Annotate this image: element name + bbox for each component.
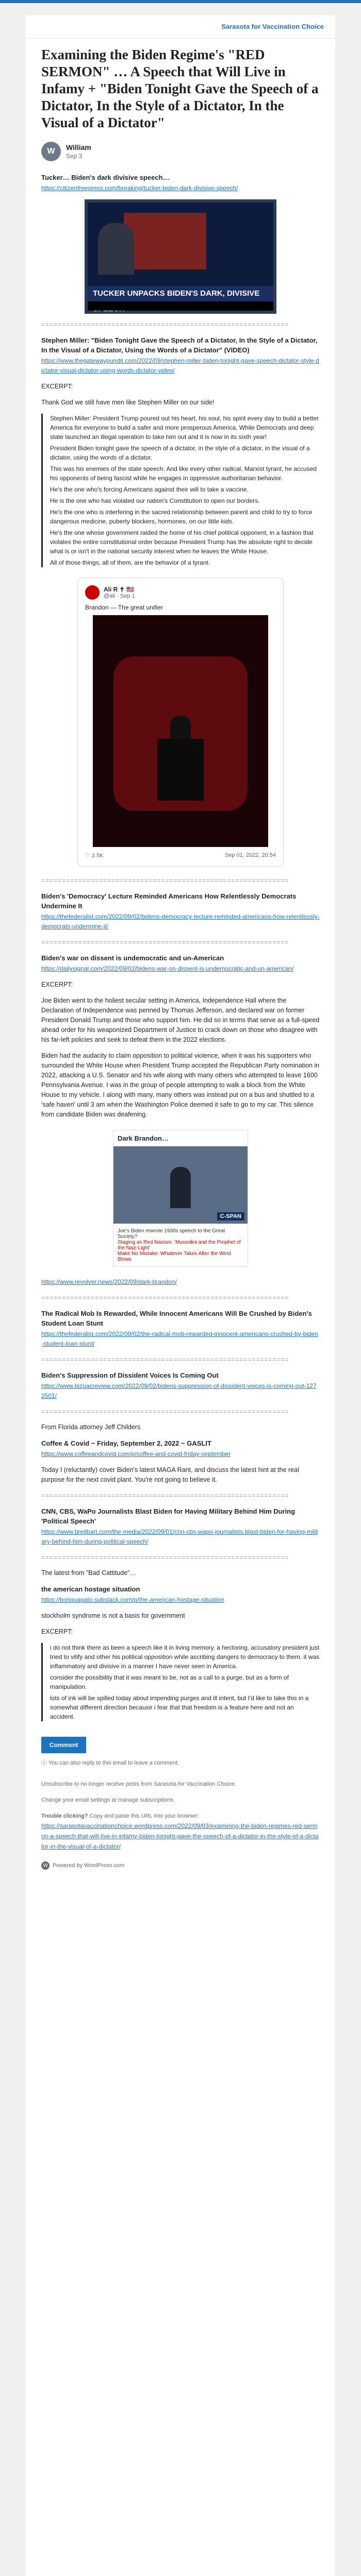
hostage-link[interactable]: https://boriquagato.substack.com/p/the-american-hostage-situation xyxy=(41,1596,224,1603)
tweet-handle: @ali · Sep 1 xyxy=(104,593,135,599)
unamerican-link[interactable]: https://dailysignal.com/2022/09/02/bidens-war-on-dissent-is-undemocratic-and-un-american/ xyxy=(41,965,294,972)
trouble-text xyxy=(41,1811,320,1852)
lower-third: TUCKER UNPACKS BIDEN'S DARK, DIVISIVE xyxy=(88,286,273,301)
host-image xyxy=(98,223,134,275)
dark-brandon-card[interactable] xyxy=(113,1130,248,1267)
tweet-text: Brandon — The great unifier xyxy=(85,604,163,611)
separator: ============================================================ xyxy=(41,1294,289,1301)
tweet-likes[interactable]: ♡ 2.5K xyxy=(85,853,104,859)
unsubscribe-text[interactable]: Unsubscribe to no longer receive posts from Sarasota for Vaccination Choice. xyxy=(41,1781,236,1787)
quote-line: He's the one whose government raided the home of his chief political opponent, in a fashion that violates the entire constitutional order because President Trump has the absolute right to decide what is or isn't in the national security interest when he leaves the White House. xyxy=(50,529,314,555)
quote-line: consider the possibility that it was meant to be, not as a call to a purge, but as a form of manipulation. xyxy=(50,1674,289,1690)
info-icon: ⓘ xyxy=(41,1760,48,1766)
miller-excerpt-label: EXCERPT: xyxy=(41,383,73,390)
trouble-instruction: Copy and paste this URL into your browser: xyxy=(89,1813,199,1819)
separator: ============================================================ xyxy=(41,1356,289,1363)
heart-icon: ♡ xyxy=(85,853,92,859)
speech-inset-image xyxy=(124,213,206,269)
unamerican-title: Biden's war on dissent is undemocratic and un-American xyxy=(41,954,224,962)
quote-line: lots of ink will be spilled today about impending purges and ill intent, but I'd like to take this in a somewhat different direction because i fear that that freedom is a feature here and not an accident. xyxy=(50,1694,309,1720)
florida-link[interactable]: https://www.coffeeandcovid.com/p/coffee-and-covid-friday-september xyxy=(41,1450,231,1458)
punished-title: The Radical Mob Is Rewarded, While Innocent Americans Will Be Crushed by Biden's Student Loan Stunt xyxy=(41,1310,312,1327)
author-name: William xyxy=(66,143,91,151)
tucker-video-thumbnail[interactable] xyxy=(85,199,276,314)
tweet-date: Sep 01, 2022, 20:54 xyxy=(224,852,276,858)
florida-label: From Florida attorney Jeff Childers xyxy=(41,1423,141,1431)
podium xyxy=(157,739,204,801)
florida-title: Coffee & Covid ~ Friday, September 2, 2022 ~ GASLIT xyxy=(41,1439,211,1447)
settings-text[interactable]: Change your email settings at manage subscriptions. xyxy=(41,1797,175,1803)
embedded-tweet[interactable] xyxy=(77,578,284,867)
caption-red-2: Make No Mistake: Whatever Takes After the Wind Blows xyxy=(118,1251,231,1262)
quote-line: This was his enemies of the state speech. And like every other radical, Marxist tyrant, he accused his opponents of being fascist while he engages in oppressive authoritarian behavior. xyxy=(50,465,317,482)
miller-intro: Thank God we still have men like Stephen Miller on our side! xyxy=(41,399,215,406)
hostage-excerpt-label: EXCERPT: xyxy=(41,1628,73,1635)
author-block xyxy=(41,142,320,161)
email-reply-note: ⓘ You can also reply to this email to leave a comment. xyxy=(41,1760,179,1766)
tucker-link[interactable]: https://citizenfreepress.com/breaking/tucker-biden-dark-divisive-speech/ xyxy=(41,184,238,192)
democracy-title: Biden's 'Democracy' Lecture Reminded Americans How Relentlessly Democrats Undermine It xyxy=(41,892,297,910)
quote-line: Stephen Miller: President Trump poured out his heart, his soul, his spirit every day to build a better America for everyone to build a safer and more prosperous America. While Democrats and deep state launched an illegal operation to take him out and it is now in its sixth year! xyxy=(50,415,319,440)
quote-line: He's the one who's forcing Americans against their will to take a vaccine. xyxy=(50,486,249,493)
separator: ============================================================ xyxy=(41,1408,289,1415)
cspan-logo: C-SPAN xyxy=(217,1212,244,1221)
dark-brandon-link[interactable]: https://www.revolver.news/2022/09/dark-brandon/ xyxy=(41,1278,177,1285)
tweet-footer xyxy=(85,852,276,859)
hostage-intro: The latest from "Bad Cattitude"… xyxy=(41,1569,136,1577)
tucker-title: Tucker… Biden's dark divisive speech… xyxy=(41,174,170,181)
miller-quote xyxy=(41,414,320,567)
democracy-link[interactable]: https://thefederalist.com/2022/09/02/bidens-democracy-lecture-reminded-americans-how-relentlessly-democrats-undermine-it/ xyxy=(41,913,320,930)
speaker-figure xyxy=(170,1167,191,1208)
news-ticker xyxy=(88,301,273,311)
hostage-tagline: stockholm syndrome is not a basis for government xyxy=(41,1612,185,1619)
trouble-label: Trouble clicking? xyxy=(41,1813,88,1819)
footer-box xyxy=(41,1780,320,1852)
tweet-avatar xyxy=(85,585,100,600)
site-name-link[interactable]: Sarasota for Vaccination Choice xyxy=(221,23,324,30)
post-title[interactable]: Examining the Biden Regime's "RED SERMON" … A Speech that Will Live in Infamy + "Biden Tonight Gave the Speech of a Dictator, In the Style of a Dictator, In the Visual of a Dictator" xyxy=(41,47,319,130)
separator: ============================================================ xyxy=(41,321,289,328)
hostage-title: the american hostage situation xyxy=(41,1585,140,1593)
punished-link[interactable]: https://thefederalist.com/2022/09/02/the-radical-mob-rewarded-innocent-americans-crushed-by-biden-student-loan-stunt/ xyxy=(41,1330,318,1347)
dark-brandon-title: Dark Brandon… xyxy=(118,1134,169,1142)
miller-title: Stephen Miller: "Biden Tonight Gave the Speech of a Dictator, In the Style of a Dictator, In the Visual of a Dictator, Using the Words of a Dictator" (VIDEO) xyxy=(41,336,318,354)
separator: ============================================================ xyxy=(41,939,289,946)
trouble-url[interactable]: https://sarasotavaccinationchoice.wordpress.com/2022/09/03/examining-the-biden-regimes-red-sermon-a-speech-that-will-live-in-infamy-biden-tonight-gave-the-speech-of-a-dictator-in-the-style-of-a-dictator-in-the-visual-of-a-dictator/ xyxy=(41,1822,319,1850)
unamerican-paragraph: Joe Biden went to the holiest secular setting in America, Independence Hall where the Declaration of Independence was penned by Thomas Jefferson, and declared war on former President Donald Trump and those who support him. He did so in terms that serve as a full-speed ahead order for his weaponized Department of Justice to crack down on those who disagree with his far-left policies and seek to defeat them in the 2022 elections. xyxy=(41,997,320,1043)
suppression-title: Biden's Suppression of Dissident Voices Is Coming Out xyxy=(41,1371,219,1379)
quote-line: All of those things, all of them, are the behavior of a tyrant. xyxy=(50,559,210,566)
caption-red-1: Staging as Red Nazism: 'Mussolini and the Prophet of the Nazi Light' xyxy=(118,1240,241,1251)
wordpress-icon: W xyxy=(41,1861,50,1870)
suppression-link[interactable]: https://www.bizpacreview.com/2022/09/02/bidens-suppression-of-dissident-voices-is-coming-out-1272501/ xyxy=(41,1382,317,1399)
miller-link[interactable]: https://www.thegatewaypundit.com/2022/09/stephen-miller-biden-tonight-gave-speech-dictator-style-dictator-visual-dictator-using-words-dictator-video/ xyxy=(41,357,319,374)
unamerican-excerpt-label: EXCERPT: xyxy=(41,981,73,988)
brand-bar xyxy=(26,15,335,39)
unamerican-paragraph: Biden had the audacity to claim opposition to political violence, when it was his supporters who surrounded the White House when President Trump accepted the Republican Party nomination in 2022, attacking a U.S. Senator and his wife along with many others who attempted to leave 1600 Pennsylvania Avenue. I was in the group of people attempting to walk a block from the White House to my vehicle. I along with many, many others was instead put on a bus and shuttled to a 'safe haven' until 3 am when the Washington Police deemed it safe to go to my car. This silence from candidate Biden was deafening. xyxy=(41,1052,320,1118)
powered-by-text: Powered by WordPress.com xyxy=(53,1862,125,1869)
tweet-photo[interactable] xyxy=(93,615,268,847)
dark-brandon-captions xyxy=(113,1224,248,1266)
comment-button[interactable]: Comment xyxy=(41,1737,86,1753)
separator: ============================================================ xyxy=(41,1492,289,1499)
quote-line: He's the one who is interfering in the sacred relationship between parent and child to try to force dangerous medicine, puberty blockers, hormones, on our little kids. xyxy=(50,509,313,525)
tweet-header xyxy=(85,585,276,600)
email-card xyxy=(26,15,335,2576)
tweet-author: Ali R ✝ 🇺🇸 xyxy=(104,586,134,593)
florida-body: Today I (reluctantly) cover Biden's latest MAGA Rant, and discuss the latest hint at the real purpose for the next covid plant. You're not going to believe it. xyxy=(41,1466,299,1483)
hostage-quote xyxy=(41,1643,320,1721)
cnn-title: CNN, CBS, WaPo Journalists Blast Biden for Having Military Behind Him During 'Political Speech' xyxy=(41,1507,296,1525)
separator: ============================================================ xyxy=(41,877,289,884)
quote-line: President Biden tonight gave the speech of a dictator, in the style of a dictator, in the visual of a dictator, using the words of a dictator. xyxy=(50,445,310,461)
post-date: Sep 3 xyxy=(66,152,83,160)
top-strip xyxy=(0,0,361,3)
powered-by[interactable] xyxy=(41,1861,320,1870)
quote-line: He is the one who has violated our nation's Constitution to open our borders. xyxy=(50,497,260,504)
avatar: W xyxy=(41,142,61,161)
caption-text: Joe's Biden rewrote 1930s speech to the Great Society? xyxy=(118,1228,225,1240)
dark-brandon-image xyxy=(113,1146,248,1224)
quote-line: i do not think there as been a speech like it in living memory. a hectoring, accusatory president just tried to vilify and other his political opposition while ascribing dangers to democracy to them. it was inflammatory and divisive in a manner I have never seen in America. xyxy=(50,1644,320,1670)
post-content xyxy=(41,46,320,1870)
cnn-link[interactable]: https://www.breitbart.com/the-media/2022/09/01/cnn-cbs-wapo-journalists-blast-biden-for-having-military-behind-him-during-political-speech/ xyxy=(41,1528,318,1545)
separator: ============================================================ xyxy=(41,1554,289,1561)
